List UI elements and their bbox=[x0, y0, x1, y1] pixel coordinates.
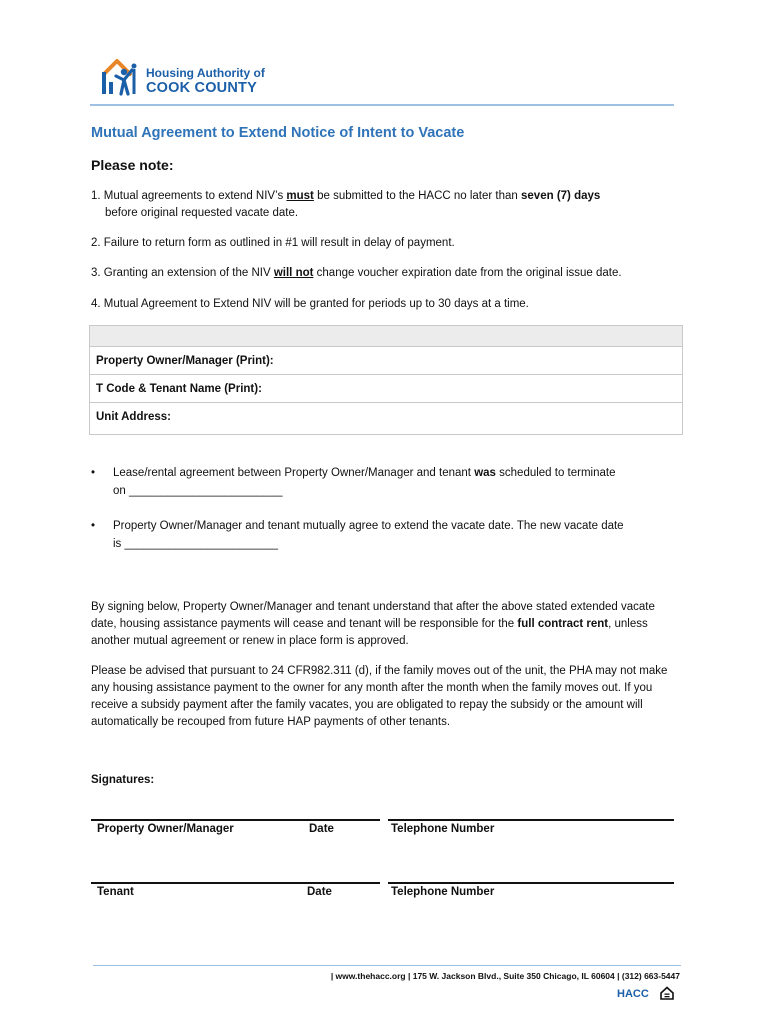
bullet-termination: • Lease/rental agreement between Property Owner/Manager and tenant was scheduled to terminate on ________________________ bbox=[91, 464, 681, 500]
owner-phone-line[interactable] bbox=[388, 819, 674, 821]
page-title: Mutual Agreement to Extend Notice of Intent to Vacate bbox=[91, 125, 465, 141]
tenant-signature-line[interactable] bbox=[91, 882, 380, 884]
equal-housing-icon bbox=[660, 986, 674, 1000]
termination-date-blank[interactable]: on ________________________ bbox=[113, 485, 283, 497]
note-4: 4. Mutual Agreement to Extend NIV will be granted for periods up to 30 days at a time. bbox=[91, 298, 529, 310]
new-vacate-date-blank[interactable]: is ________________________ bbox=[113, 538, 278, 550]
house-people-icon bbox=[100, 52, 144, 98]
form-header-shade bbox=[90, 326, 682, 347]
note-1: 1. Mutual agreements to extend NIV’s must be submitted to the HACC no later than seven (7) days before original requested vacate date. bbox=[91, 190, 601, 219]
signing-paragraph: By signing below, Property Owner/Manager and tenant understand that after the above stated extended vacate date, housing assistance payments will cease and tenant will be responsible for the full contract rent, unless another mutual agreement or renew in place form is approved. bbox=[91, 601, 655, 647]
hacc-logo bbox=[100, 52, 300, 98]
footer-hacc-logo: HACC bbox=[617, 988, 649, 1000]
owner-signature-line[interactable] bbox=[91, 819, 380, 821]
tenant-name-field[interactable]: T Code & Tenant Name (Print): bbox=[90, 375, 682, 403]
bullet-new-vacate-date: • Property Owner/Manager and tenant mutually agree to extend the vacate date. The new vacate date is ________________________ bbox=[91, 517, 681, 553]
info-form-box bbox=[89, 325, 683, 435]
please-note-heading: Please note: bbox=[91, 157, 174, 173]
owner-name-field[interactable]: Property Owner/Manager (Print): bbox=[90, 347, 682, 375]
header-divider bbox=[90, 104, 674, 106]
note-3: 3. Granting an extension of the NIV will not change voucher expiration date from the original issue date. bbox=[91, 267, 622, 279]
signatures-heading: Signatures: bbox=[91, 774, 155, 786]
owner-signature-label: Property Owner/Manager bbox=[97, 823, 234, 835]
tenant-signature-label: Tenant bbox=[97, 886, 134, 898]
org-name-line1: Housing Authority of bbox=[146, 66, 265, 80]
bullet-dot: • bbox=[91, 467, 96, 479]
bullet-dot: • bbox=[91, 520, 96, 532]
owner-phone-label: Telephone Number bbox=[391, 823, 495, 835]
tenant-phone-line[interactable] bbox=[388, 882, 674, 884]
tenant-phone-label: Telephone Number bbox=[391, 886, 495, 898]
tenant-date-label: Date bbox=[307, 886, 332, 898]
owner-date-label: Date bbox=[309, 823, 334, 835]
pha-advisory-paragraph: Please be advised that pursuant to 24 CFR982.311 (d), if the family moves out of the unit, the PHA may not make any housing assistance payment to the owner for any month after the month when the family moves out. If you receive a subsidy payment after the family vacates, you are obligated to repay the subsidy or the amount will automatically be recouped from future HAP payments of other tenants. bbox=[91, 665, 668, 728]
org-name-line2: COOK COUNTY bbox=[146, 80, 257, 96]
unit-address-field[interactable]: Unit Address: bbox=[96, 411, 171, 423]
note-2: 2. Failure to return form as outlined in #1 will result in delay of payment. bbox=[91, 237, 455, 249]
footer-divider bbox=[93, 965, 681, 966]
footer-contact: | www.thehacc.org | 175 W. Jackson Blvd., Suite 350 Chicago, IL 60604 | (312) 663-5447 bbox=[330, 971, 680, 981]
